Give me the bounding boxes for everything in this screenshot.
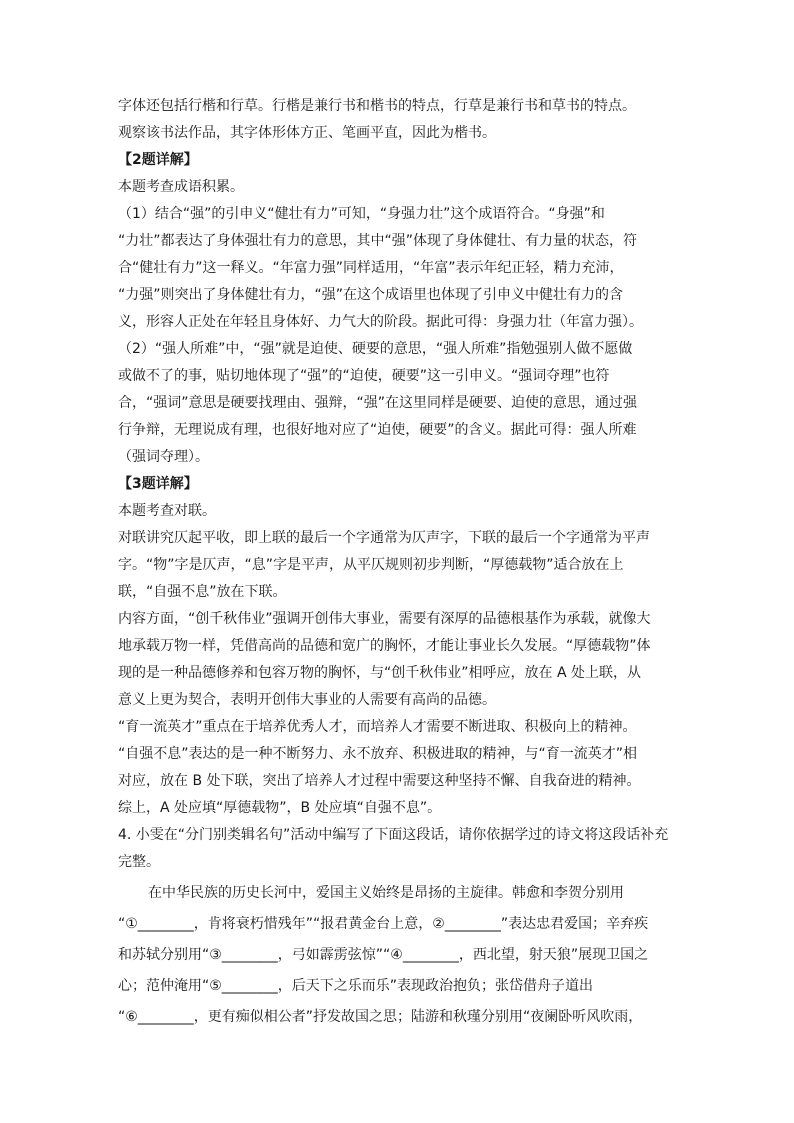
text-line: 本题考查成语积累。 (118, 179, 244, 195)
text-line: 内容方面，“创千秋伟业”强调开创伟大事业，需要有深厚的品德根基作为承载，就像大 (118, 611, 651, 627)
text-line: 义，形容人正处在年轻且身体好、力气大的阶段。据此可得：身强力壮（年富力强）。 (118, 314, 643, 330)
text-line: “育一流英才”重点在于培养优秀人才，而培养人才需要不断进取、积极向上的精神。 (118, 719, 637, 735)
passage-line: 心；范仲淹用“⑤________，后天下之乐而乐”表现政治抱负；张岱借舟子道出 (118, 978, 594, 994)
text-line: 行争辩，无理说成有理，也很好地对应了“迫使，硬要”的含义。据此可得：强人所难 (118, 422, 637, 438)
text-line: 对应，放在 B 处下联，突出了培养人才过程中需要这种坚持不懈、自我奋进的精神。 (118, 773, 641, 789)
text-line: “自强不息”表达的是一种不断努力、永不放弃、积极进取的精神，与“育一流英才”相 (118, 746, 638, 762)
text-line: 综上，A 处应填“厚德载物”，B 处应填“自强不息”。 (118, 800, 442, 816)
text-line: “力壮”都表达了身体强壮有力的意思，其中“强”体现了身体健壮、有力量的状态，符 (118, 233, 638, 249)
text-line: “力强”则突出了身体健壮有力，“强”在这个成语里也体现了引申义中健壮有力的含 (118, 287, 624, 303)
text-line: 对联讲究仄起平收，即上联的最后一个字通常为仄声字，下联的最后一个字通常为平声 (118, 530, 650, 546)
passage-line: 和苏轼分别用“③________，弓如霹雳弦惊”“④________，西北望，射天狼”展现卫国之 (118, 947, 649, 963)
text-line: 本题考查对联。 (118, 503, 216, 519)
text-line: （强词夺理）。 (118, 449, 209, 465)
question-text: 完整。 (118, 854, 160, 870)
text-line: 或做不了的事，贴切地体现了“强”的“迫使，硬要”这一引申义。“强词夺理”也符 (118, 368, 610, 384)
text-line: （2）“强人所难”中，“强”就是迫使、硬要的意思，“强人所难”指勉强别人做不愿做 (118, 341, 633, 357)
section-heading: 【2题详解】 (118, 152, 198, 168)
passage-line: “①________，肯将衰朽惜残年”“报君黄金台上意，②________”表达忠君爱国；辛弃疾 (118, 916, 649, 932)
text-line: 字。“物”字是仄声，“息”字是平声，从平仄规则初步判断，“厚德载物”适合放在上 (118, 557, 624, 573)
passage-line: 在中华民族的历史长河中，爱国主义始终是昂扬的主旋律。韩愈和李贺分别用 (148, 885, 624, 901)
text-line: 观察该书法作品，其字体形体方正、笔画平直，因此为楷书。 (118, 125, 496, 141)
text-line: 合“健壮有力”这一释义。“年富力强”同样适用，“年富”表示年纪正轻，精力充沛， (118, 260, 624, 276)
text-line: 联，“自强不息”放在下联。 (118, 584, 287, 600)
text-line: （1）结合“强”的引申义“健壮有力”可知，“身强力壮”这个成语符合。“身强”和 (118, 206, 605, 222)
section-heading: 【3题详解】 (118, 476, 198, 492)
text-line: 现的是一种品德修养和包容万物的胸怀，与“创千秋伟业”相呼应，放在 A 处上联，从 (118, 665, 641, 681)
passage-line: “⑥________，更有痴似相公者”抒发故国之思；陆游和秋瑾分别用“夜阑卧听风吹雨， (118, 1009, 643, 1025)
text-line: 地承载万物一样，凭借高尚的品德和宽广的胸怀，才能让事业长久发展。“厚德载物”体 (118, 638, 651, 654)
question-text: 4. 小雯在“分门别类辑名句”活动中编写了下面这段话，请你依据学过的诗文将这段话补充 (118, 827, 669, 843)
text-line: 字体还包括行楷和行草。行楷是兼行书和楷书的特点，行草是兼行书和草书的特点。 (118, 98, 636, 114)
text-line: 意义上更为契合，表明开创伟大事业的人需要有高尚的品德。 (118, 692, 496, 708)
text-line: 合，“强词”意思是硬要找理由、强辩，“强”在这里同样是硬要、迫使的意思，通过强 (118, 395, 638, 411)
